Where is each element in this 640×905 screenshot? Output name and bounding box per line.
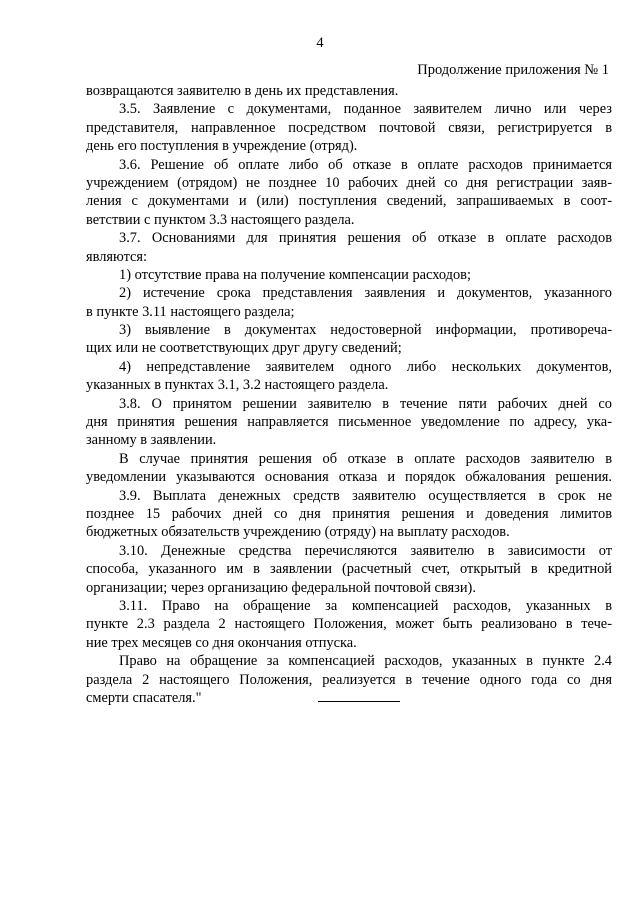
text-line: способа, указанного им в заявлении (расчетный счет, открытый в кредитной: [86, 561, 612, 578]
page-number: 4: [316, 35, 324, 51]
text-line: В случае принятия решения об отказе в оплате расходов заявителю в: [119, 450, 612, 467]
text-line: указанных в пунктах 3.1, 3.2 настоящего раздела.: [86, 377, 389, 394]
text-line: бюджетных обязательств учреждению (отряду) на выплату расходов.: [86, 524, 510, 541]
text-line: пункте 2.3 раздела 2 настоящего Положения, может быть реализовано в тече-: [86, 616, 612, 633]
text-line: 3.8. О принятом решении заявителю в течение пяти рабочих дней со: [119, 395, 612, 412]
text-line: 4) непредставление заявителем одного либо нескольких документов,: [119, 358, 612, 375]
text-line: в пункте 3.11 настоящего раздела;: [86, 303, 295, 320]
text-line: Право на обращение за компенсацией расходов, указанных в пункте 2.4: [119, 653, 612, 670]
text-line: 3.9. Выплата денежных средств заявителю осуществляется в срок не: [119, 487, 612, 504]
text-line: щих или не соответствующих друг другу сведений;: [86, 340, 402, 357]
text-line: организации; через организацию федеральной почтовой связи).: [86, 579, 476, 596]
text-line: ние трех месяцев со дня окончания отпуска.: [86, 634, 357, 651]
text-line: представителя, направленное посредством почтовой связи, регистрируется в: [86, 119, 612, 136]
text-line: 1) отсутствие права на получение компенсации расходов;: [119, 266, 471, 283]
text-line: учреждением (отрядом) не позднее 10 рабочих дней со дня регистрации заяв-: [86, 174, 612, 191]
text-line: раздела 2 настоящего Положения, реализуется в течение одного года со дня: [86, 671, 612, 688]
text-line: ветствии с пунктом 3.3 настоящего раздела.: [86, 211, 355, 228]
closing-divider-line: [318, 701, 400, 702]
text-line: возвращаются заявителю в день их представления.: [86, 83, 399, 99]
text-line: день его поступления в учреждение (отряд).: [86, 138, 358, 155]
text-line: 3.6. Решение об оплате либо об отказе в оплате расходов принимается: [119, 156, 612, 173]
text-line: 3.10. Денежные средства перечисляются заявителю в зависимости от: [119, 542, 612, 559]
document-body: [86, 82, 612, 707]
text-line: 3.11. Право на обращение за компенсацией расходов, указанных в: [119, 597, 612, 614]
text-line: смерти спасателя.": [86, 689, 202, 706]
text-line: занному в заявлении.: [86, 432, 217, 449]
text-line: являются:: [86, 248, 148, 265]
text-line: 2) истечение срока представления заявления и документов, указанного: [119, 285, 612, 302]
text-line: 3) выявление в документах недостоверной информации, противореча-: [119, 322, 612, 339]
text-line: ления с документами и (или) поступления сведений, запрашиваемых в соот-: [86, 193, 612, 210]
text-line: дня принятия решения направляется письменное уведомление по адресу, ука-: [86, 414, 612, 431]
text-line: 3.7. Основаниями для принятия решения об отказе в оплате расходов: [119, 230, 612, 247]
text-line: уведомлении указываются основания отказа и порядок обжалования решения.: [86, 469, 612, 486]
text-line: 3.5. Заявление с документами, поданное заявителем лично или через: [119, 101, 612, 118]
appendix-continuation-note: Продолжение приложения № 1: [417, 62, 609, 78]
text-line: позднее 15 рабочих дней со дня принятия решения и доведения лимитов: [86, 505, 612, 522]
